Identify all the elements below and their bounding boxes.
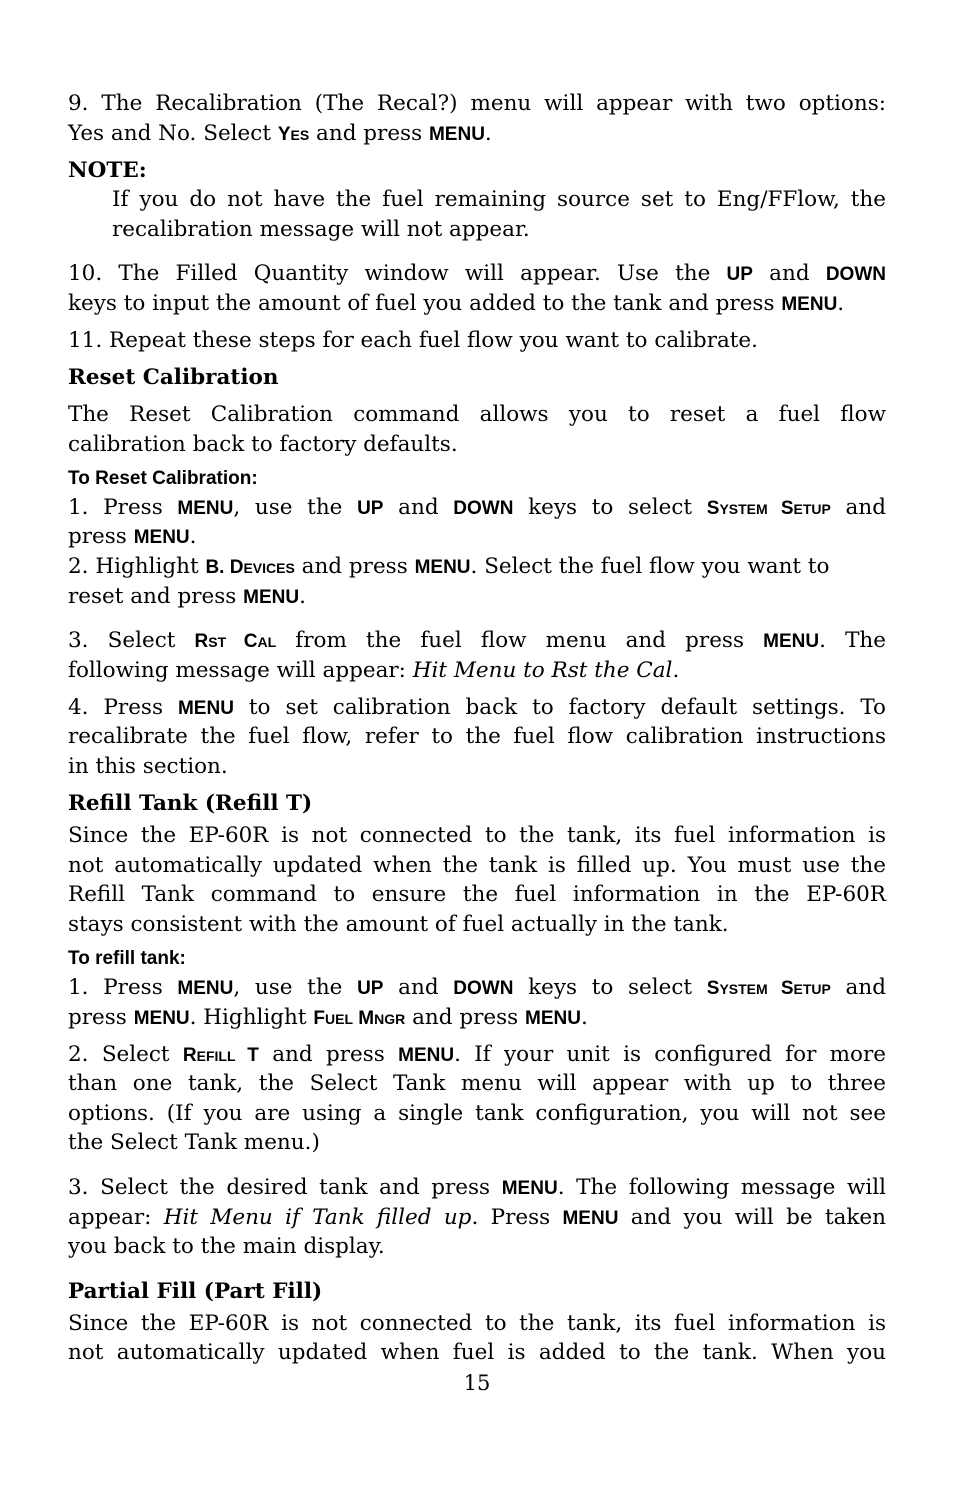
step10-line2: keys to input the amount of fuel you added to the tank and press MENU.: [68, 291, 845, 316]
reset-step2-line2: reset and press MENU.: [68, 584, 306, 609]
reset-step2-line1: 2. Highlight B. DEVICES and press MENU. Select the fuel flow you want to: [68, 554, 830, 579]
reset-step3-line2: following message will appear: Hit Menu to Rst the Cal.: [68, 658, 680, 683]
refill-subheading: To refill tank:: [68, 948, 186, 969]
partial-paragraph-line2: not automatically updated when fuel is added to the tank. When you: [68, 1340, 886, 1365]
reset-step1-line1: 1. Press MENU, use the UP and DOWN keys to select SYSTEM SETUP and: [68, 495, 886, 520]
key-up: UP: [726, 264, 753, 285]
refill-step2-line4: the Select Tank menu.): [68, 1130, 320, 1155]
reset-step4-line3: in this section.: [68, 754, 228, 779]
reset-step4-line2: recalibrate the fuel flow, refer to the fuel flow calibration instructions: [68, 724, 886, 749]
refill-step2-line3: options. (If you are using a single tank configuration, you will not see: [68, 1101, 886, 1126]
step9-line1: 9. The Recalibration (The Recal?) menu will appear with two options:: [68, 91, 886, 116]
partial-paragraph-line1: Since the EP-60R is not connected to the tank, its fuel information is: [68, 1311, 886, 1336]
partial-fill-heading: Partial Fill (Part Fill): [68, 1279, 323, 1304]
reset-step3-line1: 3. Select RST CAL from the fuel flow menu and press MENU. The: [68, 628, 886, 653]
reset-paragraph-line2: calibration back to factory defaults.: [68, 432, 458, 457]
refill-paragraph-line1: Since the EP-60R is not connected to the tank, its fuel information is: [68, 823, 886, 848]
key-yes: YES: [277, 124, 310, 145]
key-menu: MENU: [781, 294, 838, 315]
reset-step1-line2: press MENU.: [68, 524, 197, 549]
refill-paragraph-line2: not automatically updated when the tank is filled up. You must use the: [68, 853, 886, 878]
step9-line2: Yes and No. Select YES and press MENU.: [68, 121, 492, 146]
refill-paragraph-line4: stays consistent with the amount of fuel actually in the tank.: [68, 912, 729, 937]
refill-step1-line1: 1. Press MENU, use the UP and DOWN keys to select SYSTEM SETUP and: [68, 975, 886, 1000]
key-down: DOWN: [825, 264, 886, 285]
key-menu: MENU: [428, 124, 485, 145]
refill-step2-line1: 2. Select REFILL T and press MENU. If your unit is configured for more: [68, 1042, 886, 1067]
refill-step3-line2: appear: Hit Menu if Tank filled up. Press MENU and you will be taken: [68, 1205, 886, 1230]
note-title: NOTE:: [68, 158, 147, 183]
step11-line: 11. Repeat these steps for each fuel flow you want to calibrate.: [68, 328, 758, 353]
note-line2: recalibration message will not appear.: [112, 217, 530, 242]
reset-subheading: To Reset Calibration:: [68, 468, 258, 489]
refill-step3-line3: you back to the main display.: [68, 1234, 385, 1259]
refill-paragraph-line3: Refill Tank command to ensure the fuel information in the EP-60R: [68, 882, 886, 907]
refill-step3-line1: 3. Select the desired tank and press MENU. The following message will: [68, 1175, 887, 1200]
note-line1: If you do not have the fuel remaining source set to Eng/FFlow, the: [112, 187, 886, 212]
page-number: 15: [463, 1371, 491, 1395]
step10-line1: 10. The Filled Quantity window will appear. Use the UP and DOWN: [68, 261, 886, 286]
reset-paragraph-line1: The Reset Calibration command allows you to reset a fuel flow: [68, 402, 886, 427]
reset-calibration-heading: Reset Calibration: [68, 365, 279, 390]
refill-tank-heading: Refill Tank (Refill T): [68, 791, 313, 816]
refill-step1-line2: press MENU. Highlight FUEL MNGR and press MENU.: [68, 1005, 588, 1030]
refill-step2-line2: than one tank, the Select Tank menu will appear with up to three: [68, 1071, 886, 1096]
reset-step4-line1: 4. Press MENU to set calibration back to factory default settings. To: [68, 695, 887, 720]
